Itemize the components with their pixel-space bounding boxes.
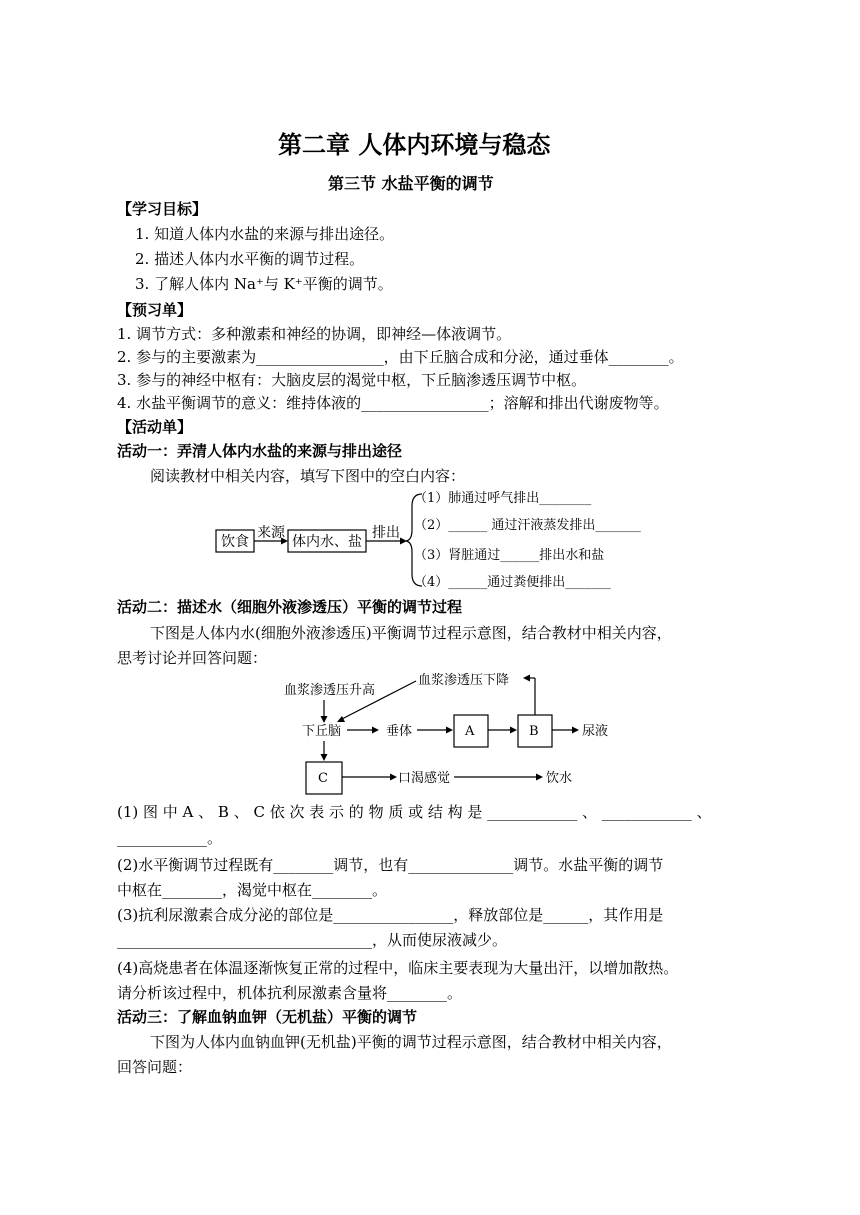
box-b-label: B [529,724,539,739]
activity3-title: 活动三：了解血钠血钾（无机盐）平衡的调节 [117,1008,418,1026]
drink-label: 饮水 [546,771,573,786]
plasma-osmolality-rise: 血浆渗透压升高 [284,683,376,698]
activity1-title: 活动一：弄清人体内水盐的来源与排出途径 [117,442,403,460]
body-water-salt-label: 体内水、盐 [292,534,362,550]
route-intestine: （4）______通过粪便排出_______ [414,575,611,590]
route-skin: （2）______ 通过汗液蒸发排出_______ [414,518,641,533]
plasma-osmolality-fall: 血浆渗透压下降 [418,673,510,688]
fall-arrow-head [337,716,345,722]
objective-item: 3. 了解人体内 Na⁺与 K⁺平衡的调节。 [135,275,393,293]
question-4: (4)高烧患者在体温逐渐恢复正常的过程中，临床主要表现为大量出汗，以增加散热。 [117,959,679,977]
question-3: (3)抗利尿激素合成分泌的部位是________________，释放部位是______，其作用是 [117,906,664,924]
arrow-head [510,727,517,734]
question-1-cont: ____________。 [117,829,223,847]
activity1-instruction: 阅读教材中相关内容，填写下图中的空白内容： [150,467,466,485]
activity2-intro: 思考讨论并回答问题： [117,649,268,667]
pituitary-label: 垂体 [386,724,413,739]
preview-item: 3. 参与的神经中枢有：大脑皮层的渴觉中枢，下丘脑渗透压调节中枢。 [117,371,587,389]
preview-item: 1. 调节方式：多种激素和神经的协调，即神经—体液调节。 [117,325,512,343]
arrow-head [536,774,543,781]
question-2-cont: 中枢在________，渴觉中枢在________。 [117,881,388,899]
objective-item: 1. 知道人体内水盐的来源与排出途径。 [135,225,395,243]
box-a-label: A [465,724,475,739]
objectives-heading: 【学习目标】 [117,200,208,218]
box-c-label: C [318,771,328,786]
arrow-head [572,727,579,734]
source-label: 来源 [257,525,285,541]
arrow-head [321,754,328,761]
activity3-intro: 下图为人体内血钠血钾(无机盐)平衡的调节过程示意图，结合教材中相关内容， [150,1033,672,1051]
question-3-cont: __________________________________，从而使尿液减少。 [117,931,508,949]
urine-label: 尿液 [582,724,609,739]
activity2-title: 活动二：描述水（细胞外液渗透压）平衡的调节过程 [117,598,463,616]
route-kidney: （3）肾脏通过______排出水和盐 [414,548,605,563]
thirst-label: 口渴感觉 [398,771,451,786]
routes-brace [406,494,422,586]
b-to-fall-arrow-head [523,675,530,682]
water-balance-regulation-diagram [270,668,630,800]
preview-item: 2. 参与的主要激素为_________________，由下丘脑合成和分泌，通过垂体________。 [117,348,684,366]
preview-heading: 【预习单】 [117,301,193,319]
question-4-cont: 请分析该过程中，机体抗利尿激素含量将________。 [117,984,463,1002]
activity2-intro: 下图是人体内水(细胞外液渗透压)平衡调节过程示意图，结合教材中相关内容， [150,624,672,642]
food-label: 饮食 [221,534,249,550]
objective-item: 2. 描述人体内水平衡的调节过程。 [135,250,365,268]
rise-arrow-head [321,716,328,723]
arrow-head [390,774,397,781]
arrow-head [372,727,379,734]
section-title: 第三节 水盐平衡的调节 [328,174,494,193]
preview-item: 4. 水盐平衡调节的意义：维持体液的_________________；溶解和排出代谢废物等。 [117,394,669,412]
chapter-title: 第二章 人体内环境与稳态 [278,131,551,159]
water-salt-source-diagram [200,486,700,596]
question-2: (2)水平衡调节过程既有________调节，也有______________调节。水盐平衡的调节 [117,856,664,874]
hypothalamus-label: 下丘脑 [302,724,342,739]
arrow-head [446,727,453,734]
activity3-intro: 回答问题： [117,1058,193,1076]
route-lungs: （1）肺通过呼气排出________ [414,491,592,506]
excrete-label: 排出 [372,525,400,541]
activity-list-heading: 【活动单】 [117,418,193,436]
question-1: (1) 图 中 A 、 B 、 C 依 次 表 示 的 物 质 或 结 构 是 ____________ 、 ____________ 、 [117,803,712,821]
